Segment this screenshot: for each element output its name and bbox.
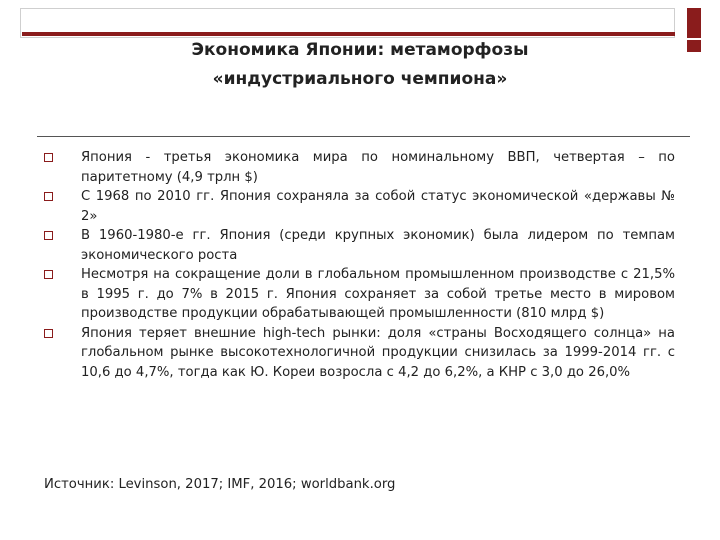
- bullet-text: В 1960-1980-е гг. Япония (среди крупных экономик) была лидером по темпам экономического роста: [81, 228, 675, 263]
- square-bullet-icon: [44, 153, 53, 162]
- bullet-item: [44, 324, 675, 383]
- square-bullet-icon: [44, 329, 53, 338]
- bullet-text: С 1968 по 2010 гг. Япония сохраняла за собой статус экономической «державы № 2»: [81, 189, 675, 224]
- square-bullet-icon: [44, 231, 53, 240]
- corner-decoration: [687, 8, 701, 38]
- title-line-1: Экономика Японии: метаморфозы: [191, 40, 529, 60]
- title-line-2: «индустриального чемпиона»: [212, 69, 508, 89]
- bullet-text: Япония теряет внешние high-tech рынки: доля «страны Восходящего солнца» на глобальном рынке высокотехнологичной продукции снизилась за 1999-2014 гг. с 10,6 до 4,7%, тогда как Ю. Кореи возросла с 4,2 до 6,2%, а КНР с 3,0 до 26,0%: [81, 325, 675, 380]
- bullet-item: [44, 226, 675, 265]
- slide-title: [20, 36, 700, 94]
- square-bullet-icon: [44, 270, 53, 279]
- bullet-text: Япония - третья экономика мира по номинальному ВВП, четвертая – по паритетному (4,9 трлн $): [81, 150, 675, 185]
- bullet-text: Несмотря на сокращение доли в глобальном промышленном производстве с 21,5% в 1995 г. до 7% в 2015 г. Япония сохраняет за собой третье место в мировом производстве продукции обрабатывающей промышленности (810 млрд $): [81, 267, 675, 321]
- bullet-item: [44, 187, 675, 226]
- bullet-item: [44, 265, 675, 324]
- source-note: Источник: Levinson, 2017; IMF, 2016; worldbank.org: [44, 477, 396, 492]
- bullet-item: [44, 148, 675, 187]
- square-bullet-icon: [44, 192, 53, 201]
- title-divider: [37, 136, 690, 137]
- bullet-list: [44, 148, 675, 382]
